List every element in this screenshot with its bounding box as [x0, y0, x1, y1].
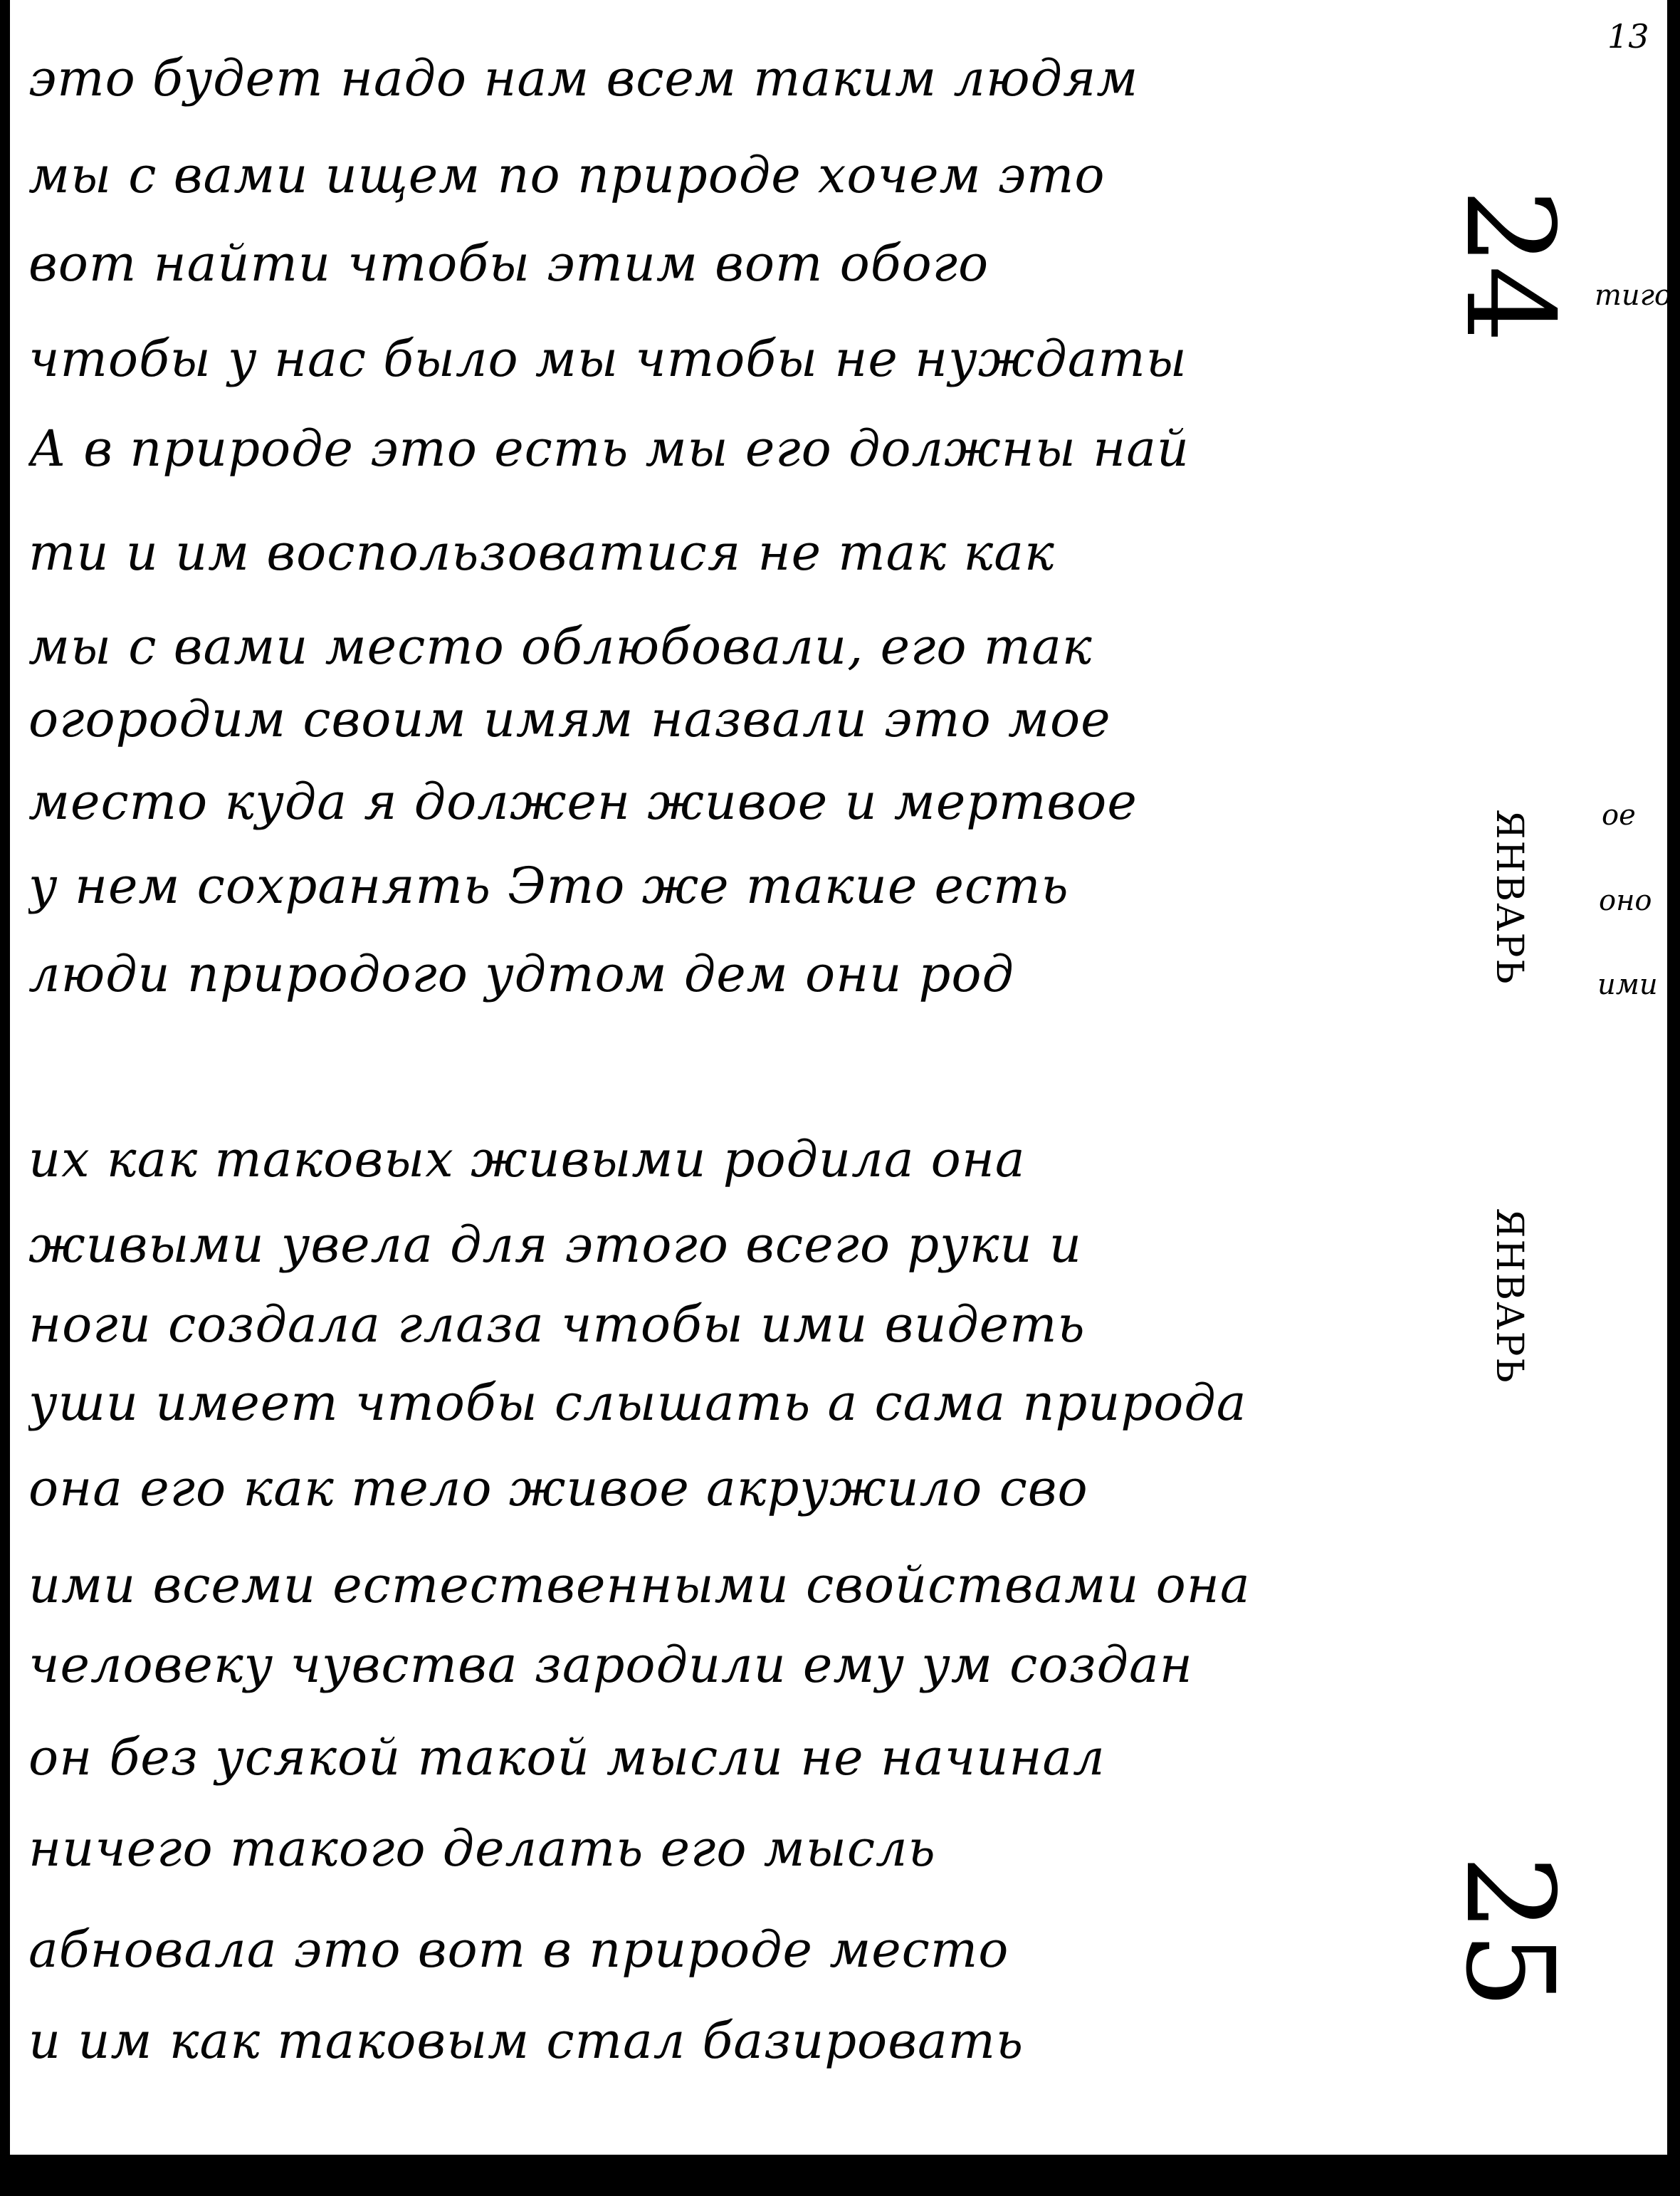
handwritten-line: человеку чувства зародили ему ум создан [28, 1636, 1193, 1694]
calendar-month-bottom: ЯНВАРЬ [1488, 1208, 1531, 1384]
margin-note: ими [1597, 968, 1658, 1001]
margin-note: тиго [1595, 279, 1671, 312]
handwritten-line: и им как таковым стал базировать [28, 2012, 1024, 2070]
handwritten-line: абновала это вот в природе место [28, 1920, 1009, 1979]
handwritten-line: он без усякой такой мысли не начинал [28, 1728, 1106, 1787]
calendar-day-number-bottom: 25 [1439, 1855, 1580, 2009]
scan-border-left [0, 0, 10, 2196]
handwritten-line: у нем сохранять Это же такие есть [28, 857, 1069, 915]
handwritten-line: место куда я должен живое и мертвое [28, 773, 1138, 831]
handwritten-line: люди природого удтом дем они род [28, 945, 1014, 1003]
calendar-day-number-top: 24 [1439, 189, 1580, 343]
handwritten-line: это будет надо нам всем таким людям [28, 49, 1139, 108]
handwritten-line: уши имеет чтобы слышать а сама природа [28, 1374, 1247, 1432]
scan-border-right [1667, 0, 1680, 2196]
margin-note: ое [1602, 799, 1636, 832]
handwritten-line: ти и им воспользоватися не так как [28, 523, 1055, 582]
handwritten-line: их как таковых живыми родила она [28, 1130, 1026, 1188]
handwritten-line: огородим своим имям назвали это мое [28, 690, 1111, 748]
calendar-month-top: ЯНВАРЬ [1488, 809, 1531, 985]
page-number: 13 [1607, 17, 1649, 56]
margin-note: оно [1599, 884, 1652, 917]
handwritten-line: она его как тело живое акружило сво [28, 1459, 1088, 1517]
scan-border-bottom [0, 2155, 1680, 2196]
handwritten-line: мы с вами ищем по природе хочем это [28, 146, 1106, 204]
handwritten-line: вот найти чтобы этим вот обого [28, 234, 989, 293]
handwritten-line: живыми увела для этого всего руки и [28, 1215, 1082, 1274]
handwritten-line: чтобы у нас было мы чтобы не нуждаты [28, 330, 1187, 388]
handwritten-line: ничего такого делать его мысль [28, 1819, 936, 1878]
handwritten-line: ноги создала глаза чтобы ими видеть [28, 1295, 1086, 1354]
handwritten-line: А в природе это есть мы его должны най [28, 419, 1190, 478]
handwritten-line: мы с вами место облюбовали, его так [28, 617, 1093, 676]
handwritten-line: ими всеми естественными свойствами она [28, 1556, 1251, 1614]
